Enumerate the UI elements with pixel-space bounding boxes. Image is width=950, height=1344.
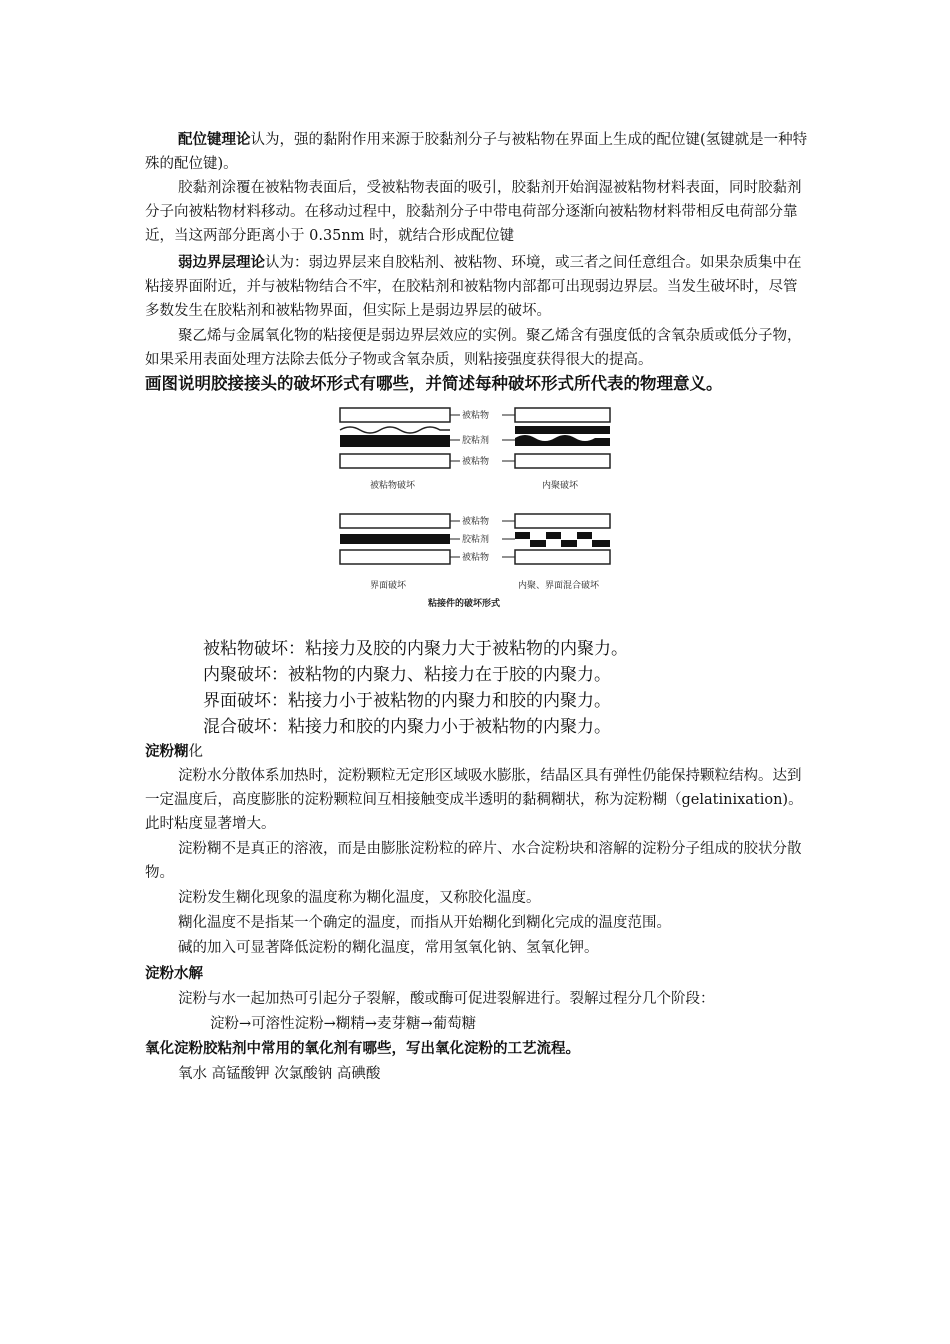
label-adhesive-2: 胶粘剂 xyxy=(462,535,490,545)
gel-paragraph: 淀粉发生糊化现象的温度称为糊化温度，又称胶化温度。 xyxy=(178,890,541,906)
failure-item: 被粘物破坏：粘接力及胶的内聚力大于被粘物的内聚力。 xyxy=(203,639,628,659)
heading-hydrolysis: 淀粉水解 xyxy=(145,965,203,982)
caption-cohesive-failure: 内聚破坏 xyxy=(542,481,579,491)
label-adherend-bottom: 被粘物 xyxy=(462,457,490,467)
para-weak-boundary: 弱边界层理论认为：弱边界层来自胶粘剂、被粘物、环境，或三者之间任意组合。如果杂质集中在粘接界面附近，并与被粘物结合不牢，在胶粘剂和被粘物内部都可出现弱边界层。当发生破坏时，尽管多数发生在胶粘剂和被粘物界面，但实际上是弱边界层的破坏。 xyxy=(145,254,802,319)
para-coordination-process: 胶黏剂涂覆在被粘物表面后，受被粘物表面的吸引，胶黏剂开始润湿被粘物材料表面，同时胶黏剂分子向被粘物材料移动。在移动过程中，胶黏剂分子中带电荷部分逐渐向被粘物材料带相反电荷部分靠近，当这两部分距离小于 0.35nm 时，就结合形成配位键 xyxy=(145,180,802,244)
term-weak-boundary: 弱边界层理论 xyxy=(178,254,265,271)
label-adherend-top-2: 被粘物 xyxy=(462,517,490,527)
failure-diagram xyxy=(330,402,620,622)
term-coordination-bond: 配位键理论 xyxy=(178,131,251,148)
failure-modes-figure xyxy=(330,402,620,622)
label-adherend-top: 被粘物 xyxy=(462,411,490,421)
label-adhesive: 胶粘剂 xyxy=(462,436,490,446)
question-oxidized-starch: 氧化淀粉胶粘剂中常用的氧化剂有哪些，写出氧化淀粉的工艺流程。 xyxy=(145,1040,580,1057)
gel-paragraph: 淀粉糊不是真正的溶液，而是由膨胀淀粉粒的碎片、水合淀粉块和溶解的淀粉分子组成的胶状分散物。 xyxy=(145,841,802,881)
failure-item: 界面破坏：粘接力小于被粘物的内聚力和胶的内聚力。 xyxy=(203,691,611,711)
caption-interface-failure: 界面破坏 xyxy=(370,581,407,591)
caption-mixed-failure: 内聚、界面混合破坏 xyxy=(518,581,600,591)
gel-paragraph: 淀粉水分散体系加热时，淀粉颗粒无定形区域吸水膨胀，结晶区具有弹性仍能保持颗粒结构。达到一定温度后，高度膨胀的淀粉颗粒间互相接触变成半透明的黏稠糊状，称为淀粉糊（gelatinixation)。此时粘度显著增大。 xyxy=(145,768,803,832)
heading-gelatinization: 淀粉糊化 xyxy=(145,743,203,760)
label-adherend-bottom-2: 被粘物 xyxy=(462,553,490,563)
question-failure-modes: 画图说明胶接接头的破坏形式有哪些，并简述每种破坏形式所代表的物理意义。 xyxy=(145,374,723,393)
caption-adherend-failure: 被粘物破坏 xyxy=(370,481,416,491)
para-coordination-bond: 配位键理论认为，强的黏附作用来源于胶黏剂分子与被粘物在界面上生成的配位键(氢键就是一种特殊的配位键)。 xyxy=(145,131,808,172)
hydrolysis-chain: 淀粉→可溶性淀粉→糊精→麦芽糖→葡萄糖 xyxy=(210,1016,477,1032)
gel-paragraph: 碱的加入可显著降低淀粉的糊化温度，常用氢氧化钠、氢氧化钾。 xyxy=(178,940,599,956)
failure-item: 内聚破坏：被粘物的内聚力、粘接力在于胶的内聚力。 xyxy=(203,665,611,685)
gel-paragraph: 糊化温度不是指某一个确定的温度，而指从开始糊化到糊化完成的温度范围。 xyxy=(178,915,671,931)
failure-item: 混合破坏：粘接力和胶的内聚力小于被粘物的内聚力。 xyxy=(203,717,611,737)
answer-oxidants: 氧水 高锰酸钾 次氯酸钠 高碘酸 xyxy=(178,1066,381,1082)
figure-caption: 粘接件的破坏形式 xyxy=(428,599,501,609)
para-polyethylene: 聚乙烯与金属氧化物的粘接便是弱边界层效应的实例。聚乙烯含有强度低的含氧杂质或低分子物，如果采用表面处理方法除去低分子物或含氧杂质，则粘接强度获得很大的提高。 xyxy=(145,328,802,368)
hydrolysis-paragraph: 淀粉与水一起加热可引起分子裂解，酸或酶可促进裂解进行。裂解过程分几个阶段： xyxy=(178,991,715,1007)
